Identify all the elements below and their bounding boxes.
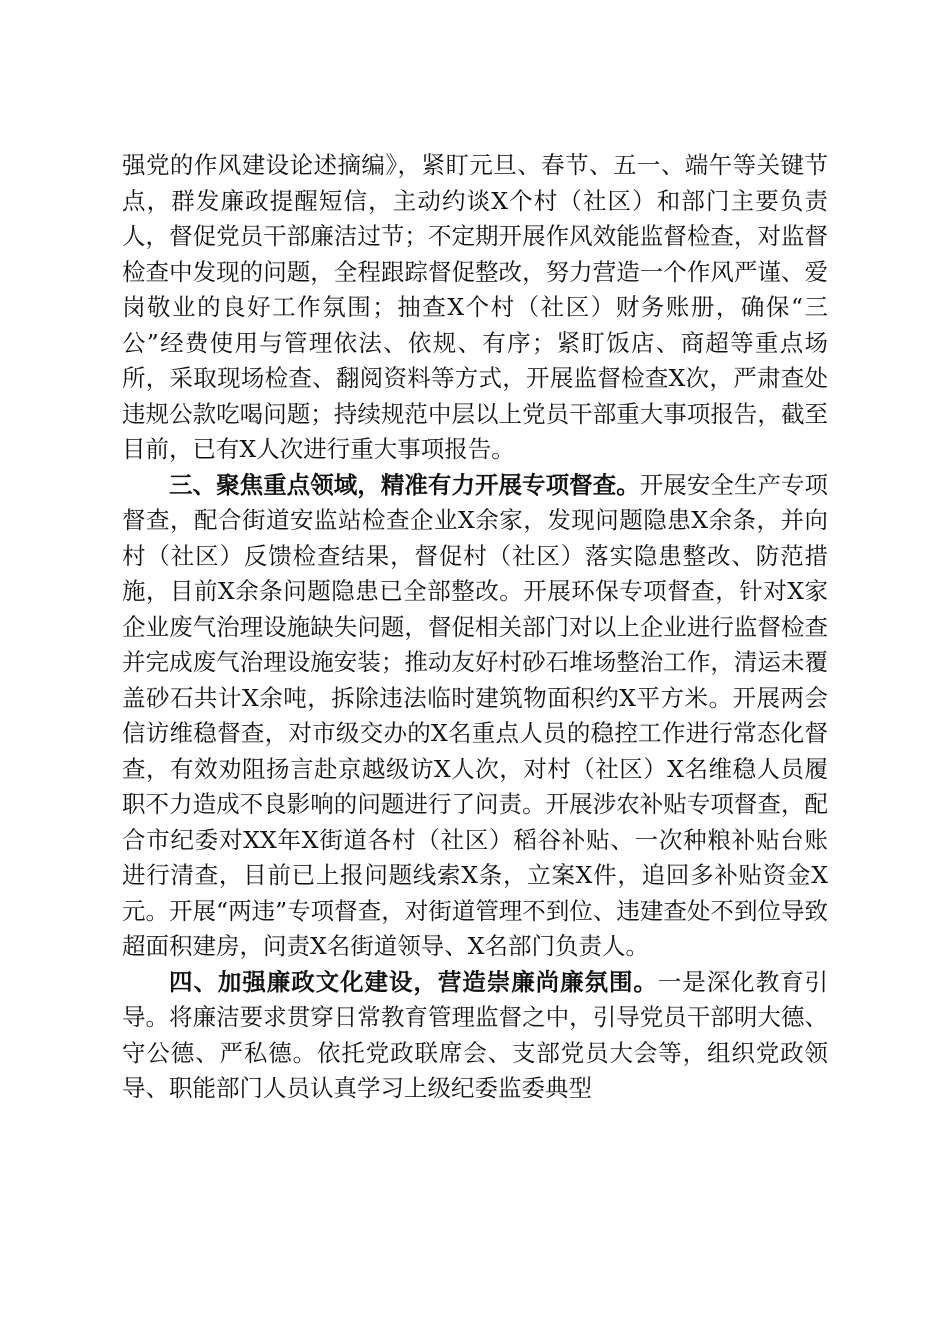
paragraph-body: 开展安全生产专项督查，配合街道安监站检查企业X余家，发现问题隐患X余条，并向村（社区）反馈检查结果，督促村（社区）落实隐患整改、防范措施，目前X余条问题隐患已全部整改。开展环保专项督查，针对X家企业废气治理设施缺失问题，督促相关部门对以上企业进行监督检查并完成废气治理设施安装；推动友好村砂石堆场整治工作，清运未覆盖砂石共计X余吨，拆除违法临时建筑物面积约X平方米。开展两会信访维稳督查，对市级交办的X名重点人员的稳控工作进行常态化督查，有效劝阻扬言赴京越级访X人次，对村（社区）X名维稳人员履职不力造成不良影响的问题进行了问责。开展涉农补贴专项督查，配合市纪委对XX年X街道各村（社区）稻谷补贴、一次种粮补贴台账进行清查，目前已上报问题线索X条，立案X件，追回多补贴资金X元。开展“两违”专项督查，对街道管理不到位、违建查处不到位导致超面积建房，问责X名街道领导、X名部门负责人。 (122, 470, 829, 960)
paragraph-body: 一是深化教育引导。将廉洁要求贯穿日常教育管理监督之中，引导党员干部明大德、守公德、严私德。依托党政联席会、支部党员大会等，组织党政领导、职能部门人员认真学习上级纪委监委典型 (122, 967, 829, 1102)
paragraph-continued (122, 148, 828, 468)
section-heading: 四、加强廉政文化建设，营造崇廉尚廉氛围。 (169, 967, 658, 996)
section-heading: 三、聚焦重点领域，精准有力开展专项督查。 (169, 470, 640, 499)
paragraph-section-four (122, 965, 828, 1107)
paragraph-section-three (122, 468, 828, 965)
document-body (122, 148, 828, 1107)
paragraph-body: 强党的作风建设论述摘编》，紧盯元旦、春节、五一、端午等关键节点，群发廉政提醒短信，主动约谈X个村（社区）和部门主要负责人，督促党员干部廉洁过节；不定期开展作风效能监督检查，对监督检查中发现的问题，全程跟踪督促整改，努力营造一个作风严谨、爱岗敬业的良好工作氛围；抽查X个村（社区）财务账册，确保“三公”经费使用与管理依法、依规、有序；紧盯饭店、商超等重点场所，采取现场检查、翻阅资料等方式，开展监督检查X次，严肃查处违规公款吃喝问题；持续规范中层以上党员干部重大事项报告，截至目前，已有X人次进行重大事项报告。 (122, 151, 828, 463)
